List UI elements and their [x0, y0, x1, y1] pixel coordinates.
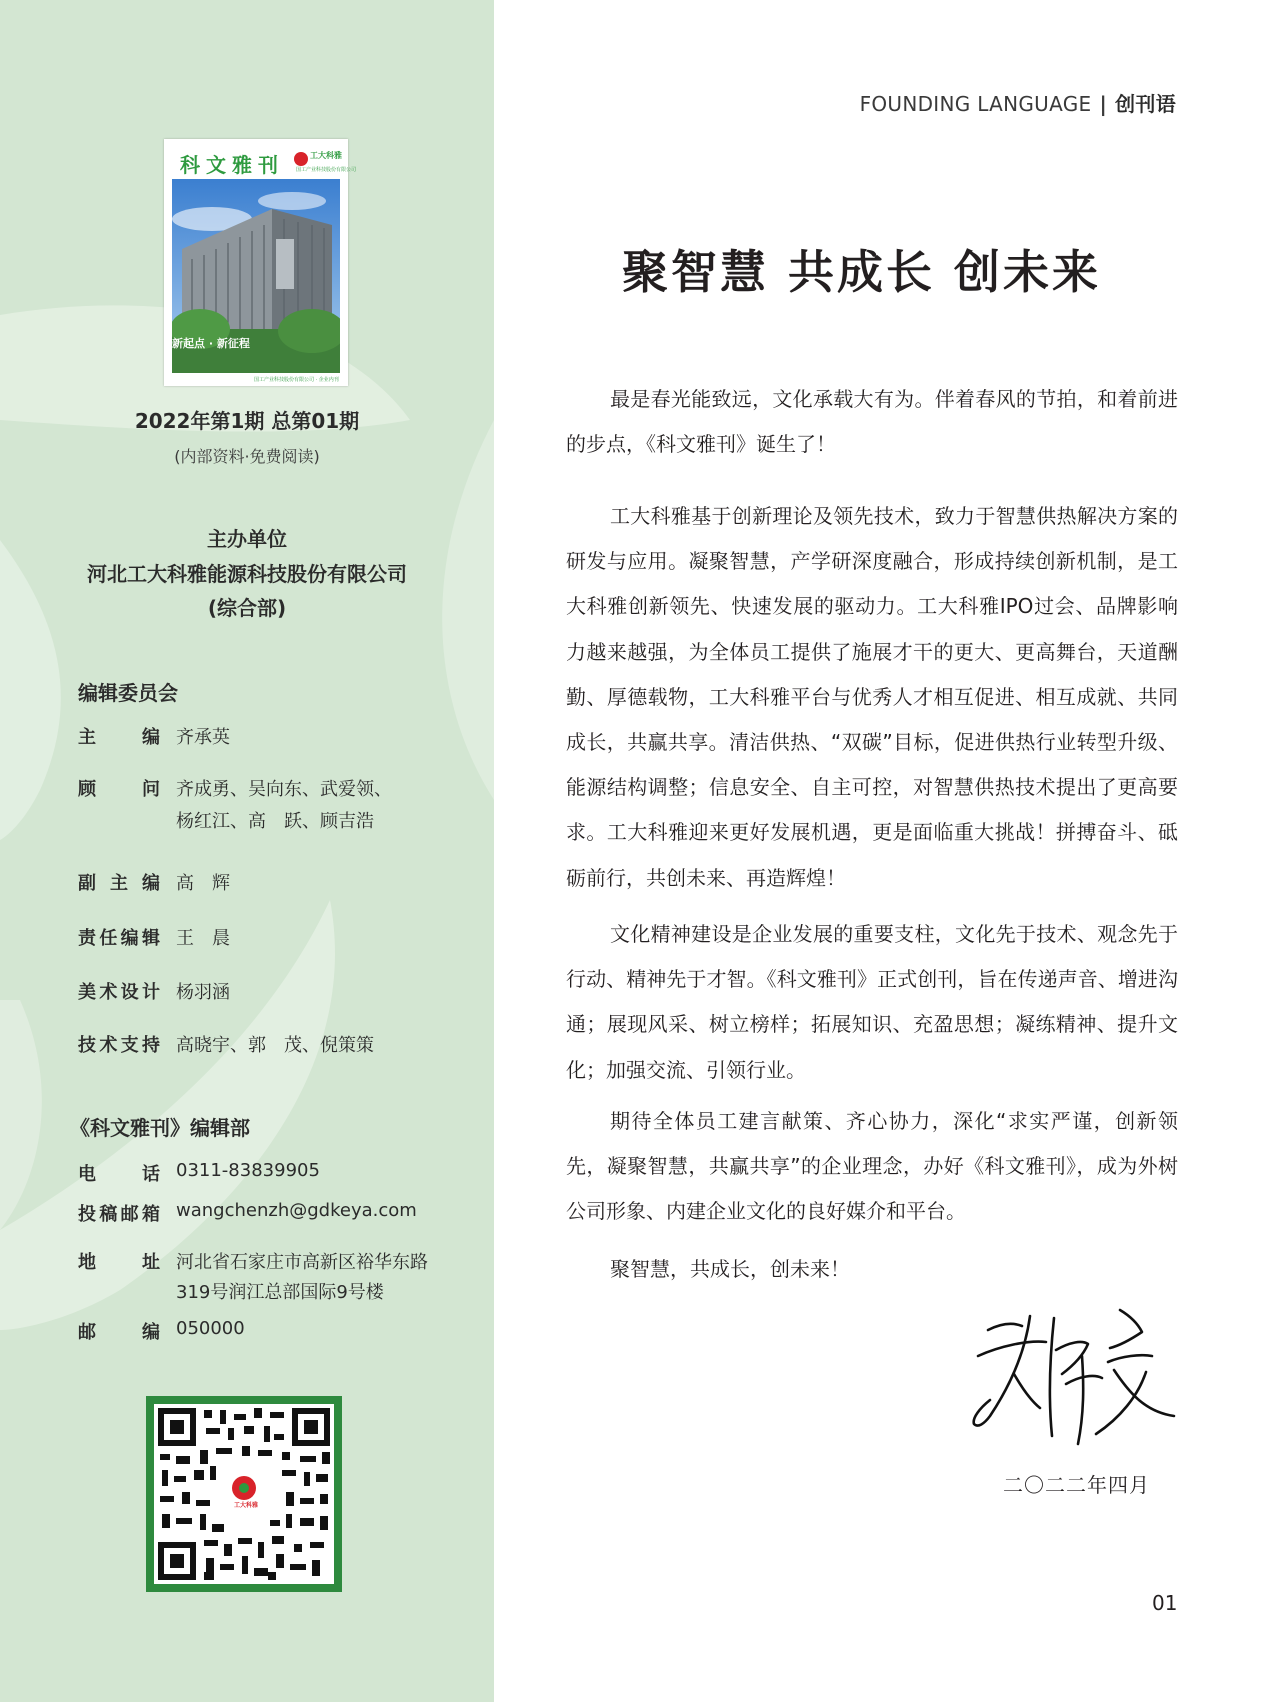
- committee-value: 齐承英: [176, 727, 230, 748]
- issue-note: (内部资料·免费阅读): [174, 447, 320, 466]
- committee-value: 高晓宇、郭 茂、倪策策: [176, 1035, 374, 1056]
- phone-number: 0311-83839905: [176, 1160, 320, 1181]
- article-paragraph: 聚智慧，共成长，创未来！: [610, 1257, 850, 1281]
- cover-logo-subtitle: 国工产业科技股份有限公司: [296, 167, 357, 173]
- sponsor-name: 河北工大科雅能源科技股份有限公司: [87, 562, 407, 586]
- committee-label: 主编: [78, 727, 160, 748]
- committee-label: 美术设计: [78, 982, 160, 1003]
- cover-title: 科文雅刊: [180, 153, 284, 177]
- sponsor-department: (综合部): [207, 596, 287, 620]
- committee-label: 顾问: [78, 779, 160, 800]
- office-label: 地址: [78, 1252, 160, 1273]
- article-paragraph: 文化精神建设是企业发展的重要支柱，文化先于技术、观念先于行动、精神先于才智。《科文雅刊》正式创刊，旨在传递声音、增进沟通；展现风采、树立榜样；拓展知识、充盈思想；凝练精神、提升文化；加强交流、引领行业。: [566, 922, 1178, 1082]
- address-line: 319号润江总部国际9号楼: [176, 1282, 384, 1303]
- office-heading: 《科文雅刊》编辑部: [70, 1116, 250, 1140]
- office-label: 电话: [78, 1164, 160, 1185]
- committee-heading: 编辑委员会: [78, 681, 178, 705]
- cover-logo-text: 工大科雅: [310, 151, 342, 160]
- article-date: 二〇二二年四月: [1003, 1473, 1150, 1497]
- qr-pattern: [154, 1404, 334, 1584]
- company-logo-icon: [294, 152, 308, 166]
- qr-logo-label: 工大科雅: [233, 1502, 258, 1509]
- page-number: 01: [1152, 1591, 1178, 1615]
- handwritten-signature: [970, 1296, 1180, 1454]
- committee-label: 副主编: [78, 873, 160, 894]
- section-header: [860, 88, 1176, 117]
- cover-footer: 国工产业科技股份有限公司 · 企业内刊: [254, 377, 339, 383]
- sponsor-heading: 主办单位: [207, 527, 287, 551]
- cover-caption: 新起点 · 新征程: [172, 337, 250, 350]
- committee-value: 齐成勇、吴向东、武爱领、: [176, 779, 392, 800]
- article-paragraph: 期待全体员工建言献策、齐心协力，深化“求实严谨，创新领先，凝聚智慧，共赢共享”的企业理念，办好《科文雅刊》，成为外树公司形象、内建企业文化的良好媒介和平台。: [566, 1109, 1178, 1224]
- committee-value: 高 辉: [176, 873, 230, 894]
- qr-code: [146, 1396, 342, 1592]
- article-title: 聚智慧 共成长 创未来: [622, 245, 1102, 299]
- sidebar-panel: [0, 0, 494, 1702]
- committee-value: 杨红江、高 跃、顾吉浩: [176, 811, 374, 832]
- committee-value: 杨羽涵: [176, 982, 230, 1003]
- office-label: 邮编: [78, 1322, 160, 1343]
- committee-label: 技术支持: [78, 1035, 160, 1056]
- header-chinese: 创刊语: [1115, 92, 1176, 116]
- issue-number: 2022年第1期 总第01期: [134, 409, 360, 433]
- postal-code: 050000: [176, 1318, 245, 1339]
- submission-email: wangchenzh@gdkeya.com: [176, 1200, 417, 1221]
- article-paragraph: 最是春光能致远，文化承载大有为。伴着春风的节拍，和着前进的步点，《科文雅刊》诞生了！: [566, 387, 1178, 457]
- header-english: FOUNDING LANGUAGE: [859, 92, 1092, 116]
- header-separator: |: [1099, 92, 1108, 116]
- committee-value: 王 晨: [176, 928, 230, 949]
- address-line: 河北省石家庄市高新区裕华东路: [176, 1252, 428, 1273]
- committee-label: 责任编辑: [78, 928, 160, 949]
- cover-thumbnail: [164, 139, 357, 386]
- article-paragraph: 工大科雅基于创新理论及领先技术，致力于智慧供热解决方案的研发与应用。凝聚智慧，产学研深度融合，形成持续创新机制，是工大科雅创新领先、快速发展的驱动力。工大科雅IPO过会、品牌影响力越来越强，为全体员工提供了施展才干的更大、更高舞台，天道酬勤、厚德载物，工大科雅平台与优秀人才相互促进、相互成就、共同成长，共赢共享。清洁供热、“双碳”目标，促进供热行业转型升级、能源结构调整；信息安全、自主可控，对智慧供热技术提出了更高要求。工大科雅迎来更好发展机遇，更是面临重大挑战！拼搏奋斗、砥砺前行，共创未来、再造辉煌！: [566, 504, 1178, 890]
- office-label: 投稿邮箱: [78, 1204, 160, 1225]
